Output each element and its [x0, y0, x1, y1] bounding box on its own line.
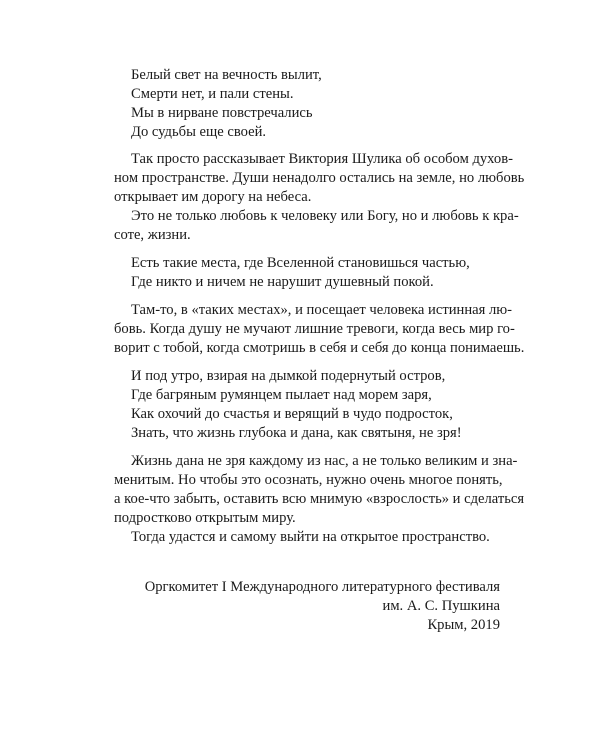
text-line: открывает им дорогу на небеса. [114, 189, 312, 205]
text-line: а кое-что забыть, оставить всю мнимую «взрослость» и сделаться [114, 491, 525, 507]
text-line: бовь. Когда душу не мучают лишние тревоги, когда весь мир го- [114, 321, 515, 337]
poem-line: Где никто и ничем не нарушит душевный покой. [131, 274, 434, 290]
poem-line: Смерти нет, и пали стены. [131, 86, 294, 102]
text-line: Так просто рассказывает Виктория Шулика об особом духов- [131, 151, 513, 167]
poem-line: Белый свет на вечность вылит, [131, 67, 322, 83]
text-line: Жизнь дана не зря каждому из нас, а не только великим и зна- [131, 453, 518, 469]
signature-line: Оргкомитет I Международного литературного фестиваля [144, 578, 500, 595]
text-line: Это не только любовь к человеку или Богу, но и любовь к кра- [131, 208, 519, 224]
poem-line: До судьбы еще своей. [131, 124, 267, 140]
poem-line: И под утро, взирая на дымкой подернутый остров, [131, 368, 446, 384]
text-line: ворит с тобой, когда смотришь в себя и себя до конца понимаешь. [114, 340, 525, 356]
poem-line: Где багряным румянцем пылает над морем заря, [131, 387, 432, 403]
text-line: Тогда удастся и самому выйти на открытое пространство. [131, 529, 490, 545]
text-line: соте, жизни. [114, 227, 191, 243]
text-line: ном пространстве. Души ненадолго остались на земле, но любовь [114, 170, 525, 186]
poem-line: Знать, что жизнь глубока и дана, как святыня, не зря! [131, 425, 462, 441]
poem-line: Мы в нирване повстречались [131, 105, 313, 121]
poem-line: Как охочий до счастья и верящий в чудо подросток, [131, 406, 453, 422]
signature-line: им. А. С. Пушкина [382, 597, 500, 614]
text-line: Там-то, в «таких местах», и посещает человека истинная лю- [131, 302, 513, 318]
text-line: подростково открытым миру. [114, 510, 296, 526]
signature-line: Крым, 2019 [427, 616, 500, 633]
poem-line: Есть такие места, где Вселенной становишься частью, [131, 255, 470, 271]
text-line: менитым. Но чтобы это осознать, нужно очень многое понять, [114, 472, 503, 488]
